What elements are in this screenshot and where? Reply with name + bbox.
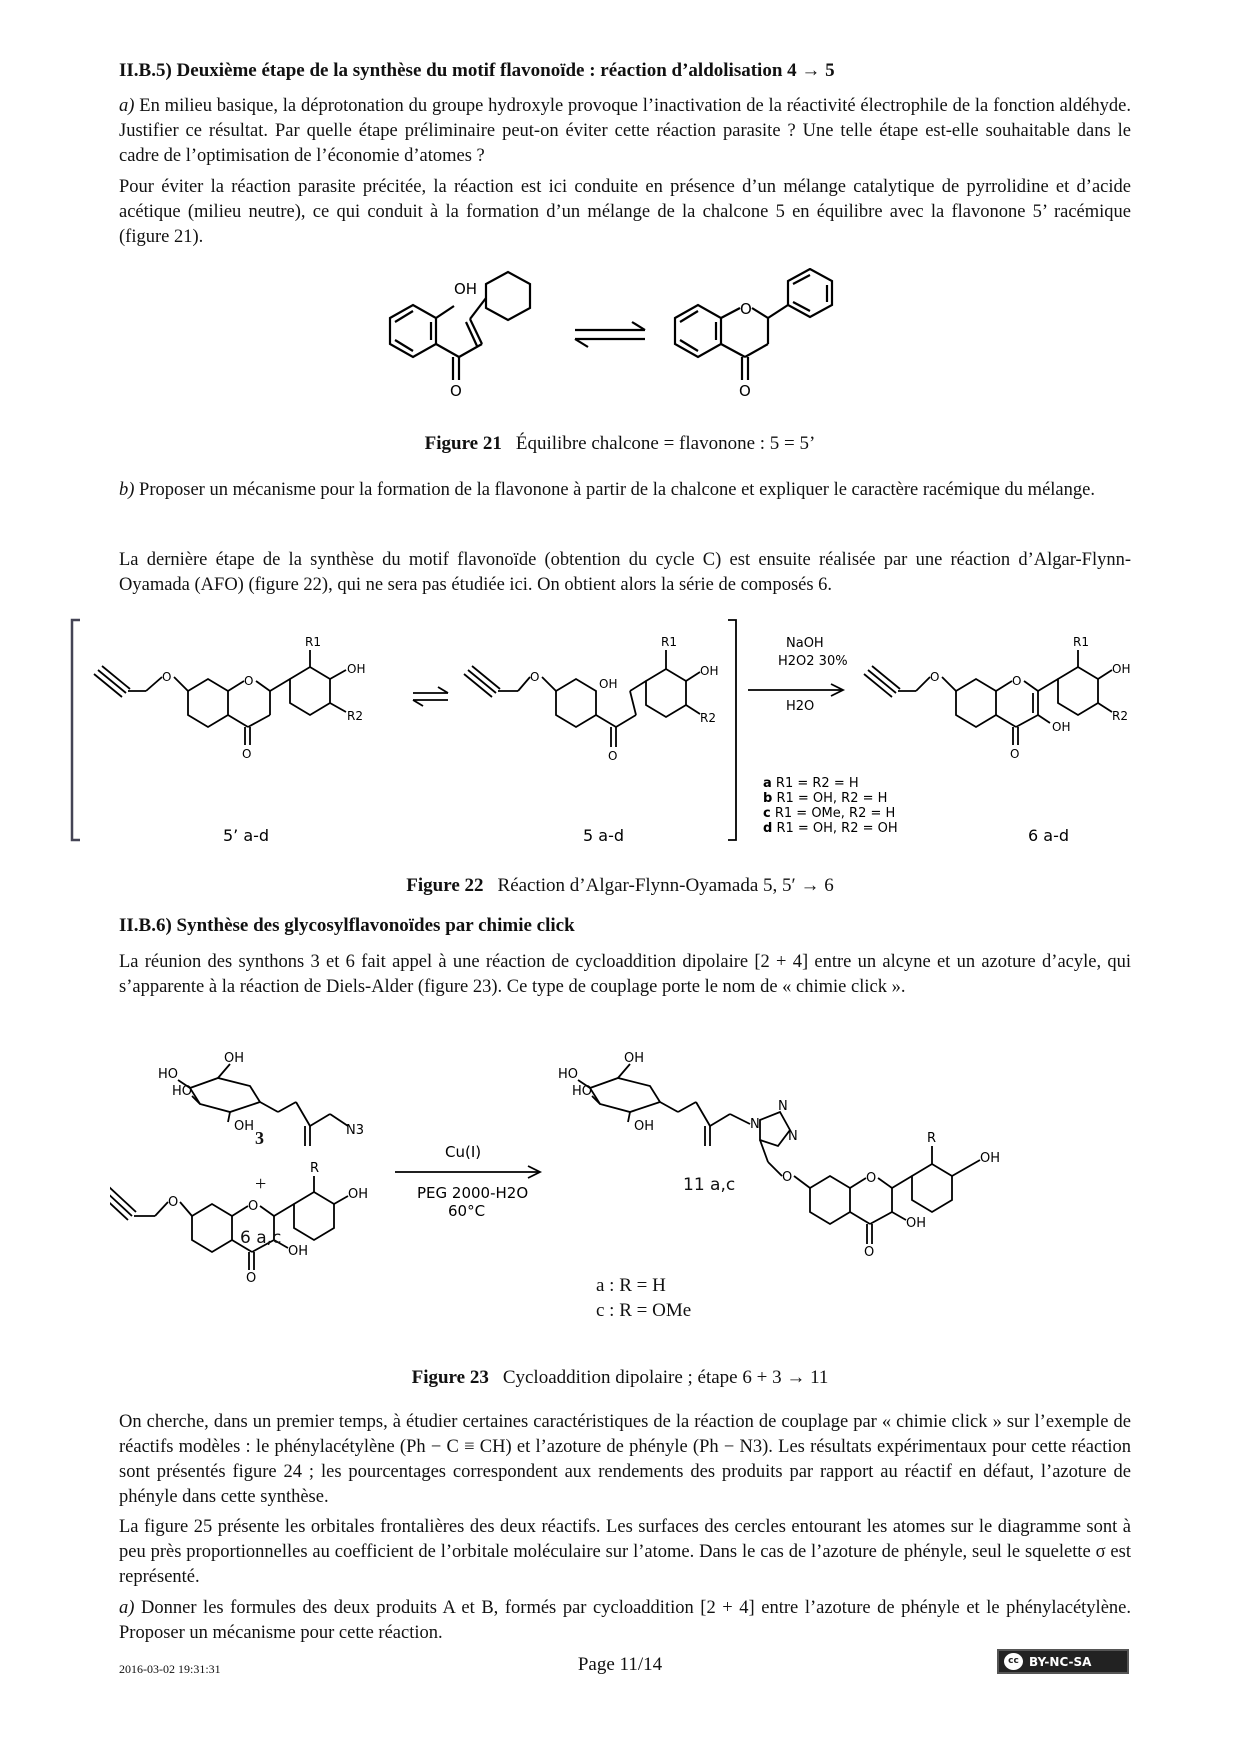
svg-text:O: O [248,1199,259,1214]
svg-text:OH: OH [288,1244,309,1259]
svg-text:N: N [778,1099,788,1114]
reagent-h2o2: H2O2 30% [778,654,848,669]
svg-text:HO: HO [158,1067,179,1082]
figure-22-caption: Figure 22 Réaction d’Algar-Flynn-Oyamada 5, 5′ → 6 [406,875,834,896]
svg-text:O: O [246,1271,257,1286]
svg-text:a R1 = R2 = H: a R1 = R2 = H [763,776,859,791]
label-5prime: 5’ a-d [223,826,270,845]
svg-text:O: O [782,1170,793,1185]
svg-text:O: O [242,747,252,761]
svg-text:HO: HO [572,1084,593,1099]
svg-text:OH: OH [224,1051,245,1066]
fig23-legend-a: a : R = H [596,1275,666,1296]
fig23-label-3: 3 [255,1128,264,1148]
paragraph-afo: La dernière étape de la synthèse du motif flavonoïde (obtention du cycle C) est ensuite réalisée par une réaction d’Algar-Flynn-Oyamada (AFO) (figure 22), qui ne sera pas étudiée ici. On obtient alors la série de composés 6. [119,550,1131,595]
svg-text:R: R [310,1161,320,1176]
cond-cu: Cu(I) [445,1143,482,1161]
series-legend [763,776,898,836]
fig23-legend-c: c : R = OMe [596,1300,692,1321]
paragraph-5: Pour éviter la réaction parasite précitée, la réaction est ici conduite en présence d’un mélange catalytique de pyrrolidine et d’acide acétique (milieu neutre), ce qui conduit à la formation d’un mélange de la chalcone 5 en équilibre avec la flavonone 5’ racémique (figure 21). [119,177,1131,247]
svg-text:OH: OH [906,1216,927,1231]
svg-text:O: O [168,1195,179,1210]
svg-text:OH: OH [700,664,719,678]
timestamp: 2016-03-02 19:31:31 [119,1662,221,1676]
reagent-naoh: NaOH [786,636,824,651]
svg-text:R2: R2 [1112,709,1128,723]
svg-text:HO: HO [558,1067,579,1082]
svg-text:R: R [927,1131,937,1146]
svg-text:R2: R2 [347,709,363,723]
fig21-o2: O [740,300,752,318]
svg-text:R1: R1 [1073,635,1089,649]
cond-peg: PEG 2000-H2O [417,1184,529,1202]
svg-text:d R1 = OH, R2 = OH: d R1 = OH, R2 = OH [763,821,898,836]
svg-text:O: O [866,1171,877,1186]
svg-text:OH: OH [599,677,618,691]
svg-text:O: O [530,670,540,684]
question-7a: a) Donner les formules des deux produits A et B, formés par cycloaddition [2 + 4] entre l’azoture de phényle et le phénylacétylène. Proposer un mécanisme pour cette réaction. [119,1598,1131,1643]
section-6-title: II.B.6) Synthèse des glycosylflavonoïdes par chimie click [119,915,575,936]
svg-text:O: O [864,1245,875,1260]
svg-text:c R1 = OMe, R2 = H: c R1 = OMe, R2 = H [763,806,896,821]
svg-text:R2: R2 [700,711,716,725]
svg-text:R1: R1 [305,635,321,649]
svg-text:O: O [930,670,940,684]
svg-text:O: O [1010,747,1020,761]
svg-text:OH: OH [624,1051,645,1066]
license-badge[interactable]: cc BY-NC-SA [997,1649,1129,1674]
svg-text:O: O [162,670,172,684]
svg-text:OH: OH [1112,662,1131,676]
figure-21-caption: Figure 21 Équilibre chalcone = flavonone : 5 = 5’ [424,433,816,454]
svg-text:R1: R1 [661,635,677,649]
label-6: 6 a-d [1028,826,1069,845]
paragraph-model: On cherche, dans un premier temps, à étudier certaines caractéristiques de la réaction de couplage par « chimie click » sur l’exemple de réactifs modèles : le phénylacétylène (Ph − C ≡ CH) et l’azoture de phényle (Ph − N3). Les résultats expérimentaux pour cette réaction sont présentés figure 24 ; les pourcentages correspondent aux rendements des produits par rapport au réactif en défaut, l’azoture de phényle dans cette synthèse. [119,1412,1131,1507]
fig21-o1: O [450,382,462,400]
fig23-plus: + [255,1173,267,1195]
fig21-o3: O [739,382,751,400]
svg-text:HO: HO [172,1084,193,1099]
figure-22-scheme [68,615,1168,850]
svg-text:O: O [608,749,618,763]
figure-21-scheme [370,268,870,418]
question-5a: a) En milieu basique, la déprotonation du groupe hydroxyle provoque l’inactivation de la réactivité électrophile de la fonction aldéhyde. Justifier ce résultat. Par quelle étape préliminaire peut-on éviter cette réaction parasite ? Une telle étape est-elle souhaitable dans le cadre de l’optimisation de l’économie d’atomes ? [119,96,1131,166]
cc-icon: cc [1004,1653,1023,1670]
cond-temp: 60°C [448,1202,486,1220]
svg-text:OH: OH [348,1187,369,1202]
svg-text:OH: OH [1052,720,1071,734]
paragraph-click: La réunion des synthons 3 et 6 fait appel à une réaction de cycloaddition dipolaire [2 + 4] entre un alcyne et un azoture d’acyle, qui s’apparente à la réaction de Diels-Alder (figure 23). Ce type de couplage porte le nom de « chimie click ». [119,952,1131,997]
svg-text:N3: N3 [346,1123,364,1138]
svg-text:OH: OH [980,1151,1001,1166]
figure-23-caption: Figure 23 Cycloaddition dipolaire ; étape 6 + 3 → 11 [411,1367,829,1388]
svg-text:N: N [750,1117,760,1132]
svg-text:b R1 = OH, R2 = H: b R1 = OH, R2 = H [763,791,888,806]
svg-text:N: N [788,1129,798,1144]
svg-text:O: O [244,674,254,688]
question-5b: b) Proposer un mécanisme pour la formation de la flavonone à partir de la chalcone et expliquer le caractère racémique du mélange. [119,480,1095,500]
reagent-h2o: H2O [786,699,815,714]
svg-text:OH: OH [634,1119,655,1134]
fig21-oh: OH [454,280,478,298]
svg-text:OH: OH [234,1119,255,1134]
paragraph-orbitals: La figure 25 présente les orbitales frontalières des deux réactifs. Les surfaces des cercles entourant les atomes sur le diagramme sont à peu près proportionnelles au coefficient de l’orbitale moléculaire sur l’atome. Dans le cas de l’azoture de phényle, seul le squelette σ est représenté. [119,1517,1131,1587]
page-number: Page 11/14 [577,1654,663,1675]
svg-text:O: O [1012,674,1022,688]
fig23-label-11: 11 a,c [683,1175,736,1195]
svg-text:OH: OH [347,662,366,676]
label-5: 5 a-d [583,826,624,845]
section-5-title: II.B.5) Deuxième étape de la synthèse du motif flavonoïde : réaction d’aldolisation 4 → 5 [119,60,835,81]
fig23-label-6: 6 a,c [240,1228,282,1248]
